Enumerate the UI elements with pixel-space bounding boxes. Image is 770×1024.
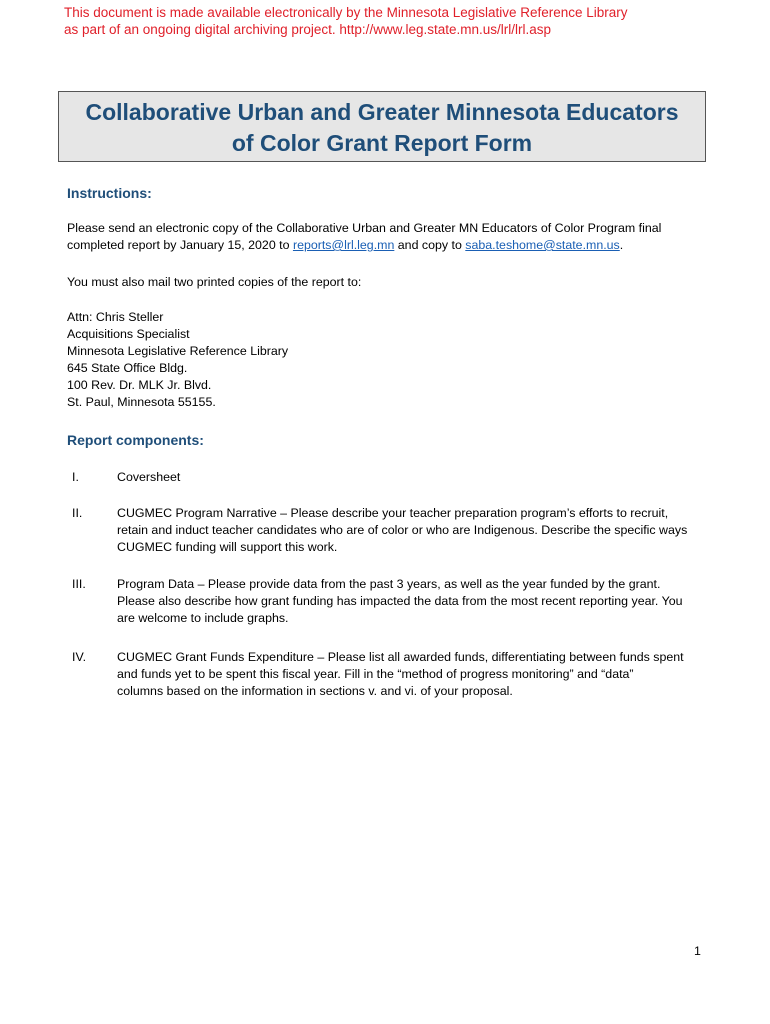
component-number: I. xyxy=(72,470,79,484)
component-text-line: columns based on the information in sections v. and vi. of your proposal. xyxy=(117,684,513,698)
text-segment: and copy to xyxy=(394,238,466,252)
document-title-line-2: of Color Grant Report Form xyxy=(231,130,533,156)
mailing-address xyxy=(67,309,288,411)
component-text-line: CUGMEC Program Narrative – Please describe your teacher preparation program’s efforts to recruit, xyxy=(117,506,669,520)
instructions-heading: Instructions: xyxy=(67,185,152,201)
archive-banner-line-2: as part of an ongoing digital archiving project. http://www.leg.state.mn.us/lrl/lrl.asp xyxy=(64,22,551,37)
component-text xyxy=(117,649,684,700)
document-title-box xyxy=(58,91,706,162)
report-components-heading: Report components: xyxy=(67,432,204,448)
email-link-reports[interactable]: reports@lrl.leg.mn xyxy=(292,238,395,252)
archive-banner-line-1: This document is made available electronically by the Minnesota Legislative Reference Library xyxy=(64,5,628,20)
address-line: Minnesota Legislative Reference Library xyxy=(67,344,289,358)
component-text-line: CUGMEC Grant Funds Expenditure – Please list all awarded funds, differentiating between funds spent xyxy=(117,650,684,664)
address-line: 645 State Office Bldg. xyxy=(67,361,188,375)
page-number: 1 xyxy=(694,944,701,958)
component-text-line: Coversheet xyxy=(117,470,181,484)
component-text-line: Program Data – Please provide data from the past 3 years, as well as the year funded by the grant. xyxy=(117,577,661,591)
address-line: St. Paul, Minnesota 55155. xyxy=(67,395,216,409)
address-line: Attn: Chris Steller xyxy=(67,310,164,324)
instructions-paragraph-1-line-1: Please send an electronic copy of the Collaborative Urban and Greater MN Educators of Color Program final xyxy=(67,221,662,235)
address-line: Acquisitions Specialist xyxy=(67,327,190,341)
text-segment: completed report by January 15, 2020 to xyxy=(67,238,293,252)
component-text-line: are welcome to include graphs. xyxy=(117,611,289,625)
document-title-line-1: Collaborative Urban and Greater Minnesota Educators xyxy=(85,99,679,125)
component-text-line: retain and induct teacher candidates who are of color or who are Indigenous. Describe the specific ways xyxy=(117,523,688,537)
instructions-paragraph-1 xyxy=(67,220,661,254)
instructions-paragraph-1-line-2 xyxy=(67,237,661,254)
component-text-line: Please also describe how grant funding has impacted the data from the most recent reporting year. You xyxy=(117,594,683,608)
component-text xyxy=(117,469,180,486)
component-text xyxy=(117,505,687,556)
address-line: 100 Rev. Dr. MLK Jr. Blvd. xyxy=(67,378,212,392)
component-number: IV. xyxy=(72,650,87,664)
component-text-line: and funds yet to be spent this fiscal year. Fill in the “method of progress monitoring” and “data” xyxy=(117,667,634,681)
archive-banner xyxy=(64,4,628,38)
text-segment: . xyxy=(619,238,624,252)
component-number: II. xyxy=(72,506,83,520)
instructions-paragraph-2: You must also mail two printed copies of the report to: xyxy=(67,275,362,289)
component-text-line: CUGMEC funding will support this work. xyxy=(117,540,338,554)
email-link-saba[interactable]: saba.teshome@state.mn.us xyxy=(465,238,620,252)
component-text xyxy=(117,576,683,627)
component-number: III. xyxy=(72,577,86,591)
